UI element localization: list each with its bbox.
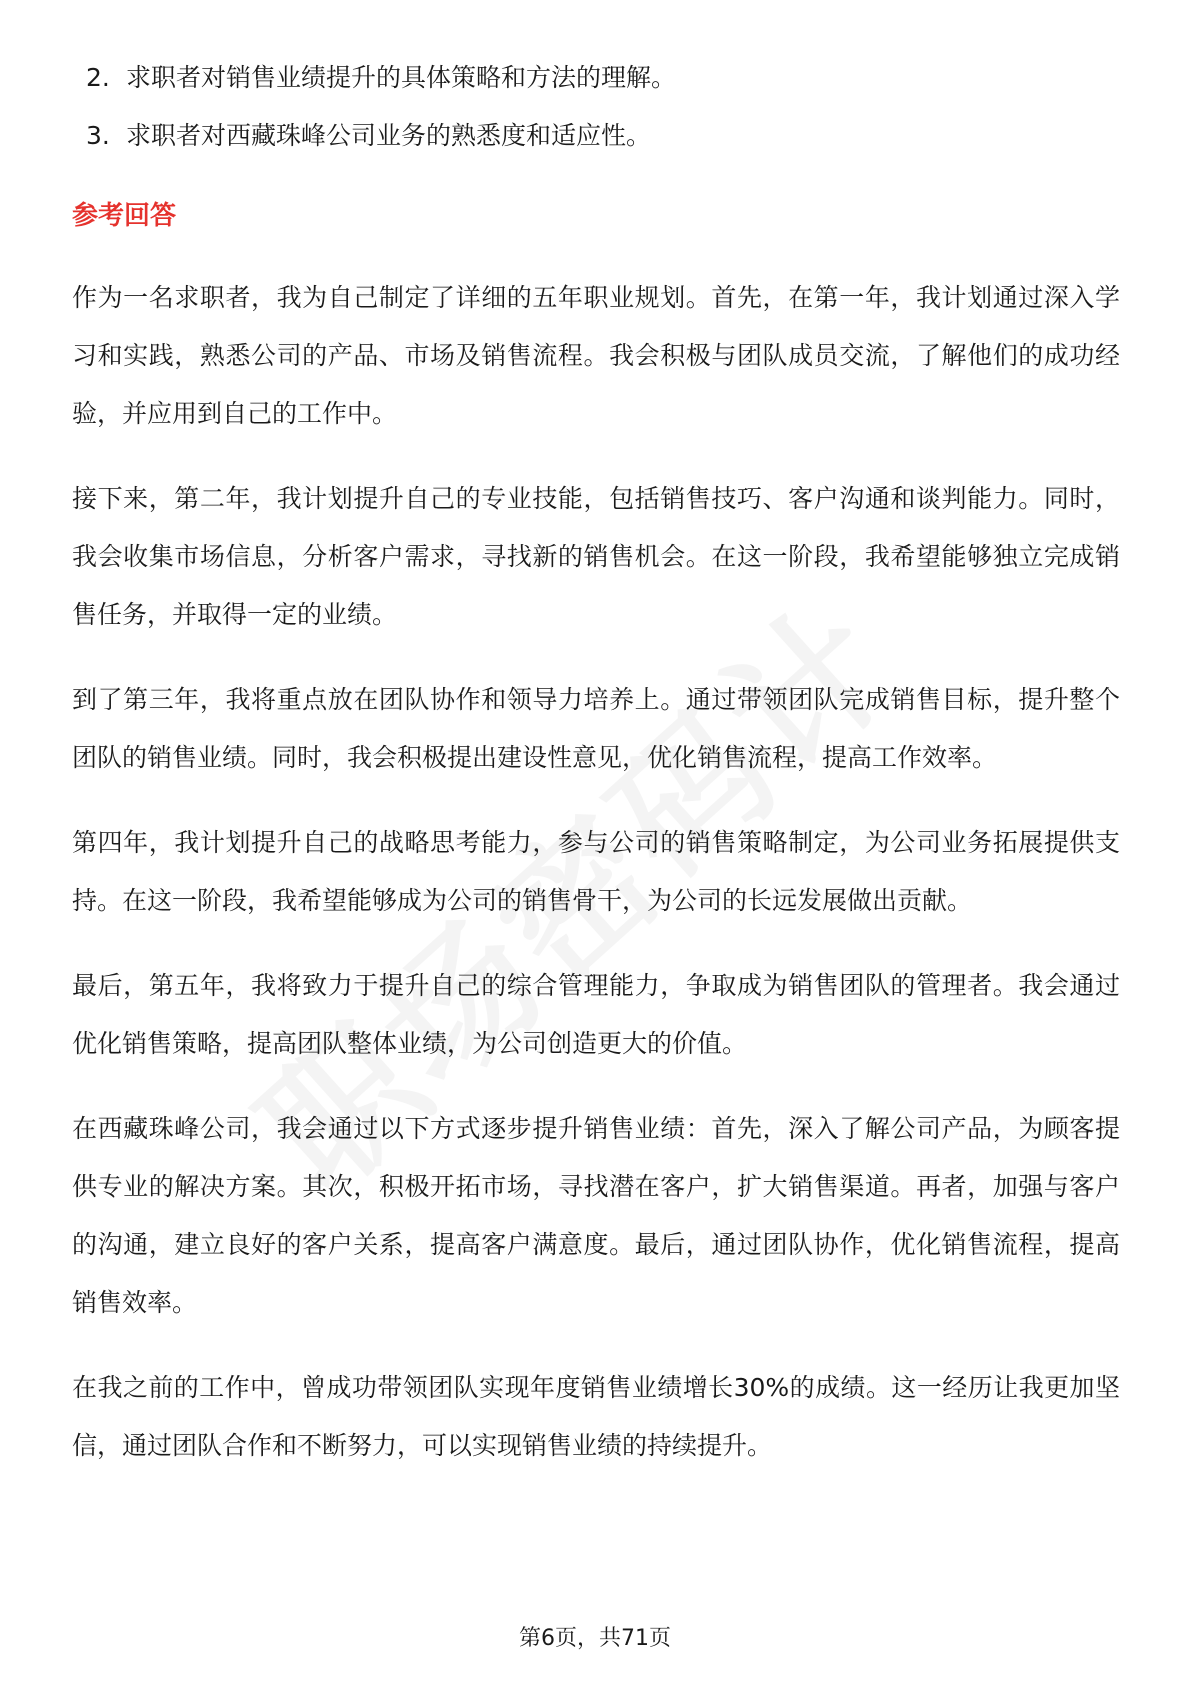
paragraph: 到了第三年，我将重点放在团队协作和领导力培养上。通过带领团队完成销售目标，提升整个团队的销售业绩。同时，我会积极提出建设性意见，优化销售流程，提高工作效率。	[72, 685, 1120, 772]
paragraph: 在西藏珠峰公司，我会通过以下方式逐步提升销售业绩：首先，深入了解公司产品，为顾客提供专业的解决方案。其次，积极开拓市场，寻找潜在客户，扩大销售渠道。再者，加强与客户的沟通，建立良好的客户关系，提高客户满意度。最后，通过团队协作，优化销售流程，提高销售效率。	[72, 1114, 1120, 1317]
list-item-number: 2.	[86, 63, 110, 92]
list-item	[86, 60, 676, 96]
paragraph: 作为一名求职者，我为自己制定了详细的五年职业规划。首先，在第一年，我计划通过深入学习和实践，熟悉公司的产品、市场及销售流程。我会积极与团队成员交流，了解他们的成功经验，并应用到自己的工作中。	[72, 283, 1120, 428]
page-number: 第6页，共71页	[519, 1626, 671, 1651]
list-item-text: 求职者对销售业绩提升的具体策略和方法的理解。	[126, 63, 677, 92]
paragraph: 接下来，第二年，我计划提升自己的专业技能，包括销售技巧、客户沟通和谈判能力。同时，我会收集市场信息，分析客户需求，寻找新的销售机会。在这一阶段，我希望能够独立完成销售任务，并取得一定的业绩。	[72, 484, 1120, 629]
list-item	[86, 118, 676, 154]
paragraph: 第四年，我计划提升自己的战略思考能力，参与公司的销售策略制定，为公司业务拓展提供支持。在这一阶段，我希望能够成为公司的销售骨干，为公司的长远发展做出贡献。	[72, 828, 1120, 915]
answer-body	[72, 269, 1120, 1502]
list-item-text: 求职者对西藏珠峰公司业务的熟悉度和适应性。	[126, 121, 652, 150]
paragraph: 最后，第五年，我将致力于提升自己的综合管理能力，争取成为销售团队的管理者。我会通过优化销售策略，提高团队整体业绩，为公司创造更大的价值。	[72, 971, 1120, 1058]
list-item-number: 3.	[86, 121, 110, 150]
section-title: 参考回答	[72, 201, 177, 231]
paragraph: 在我之前的工作中，曾成功带领团队实现年度销售业绩增长30%的成绩。这一经历让我更加坚信，通过团队合作和不断努力，可以实现销售业绩的持续提升。	[72, 1373, 1120, 1460]
criteria-list	[86, 60, 676, 176]
